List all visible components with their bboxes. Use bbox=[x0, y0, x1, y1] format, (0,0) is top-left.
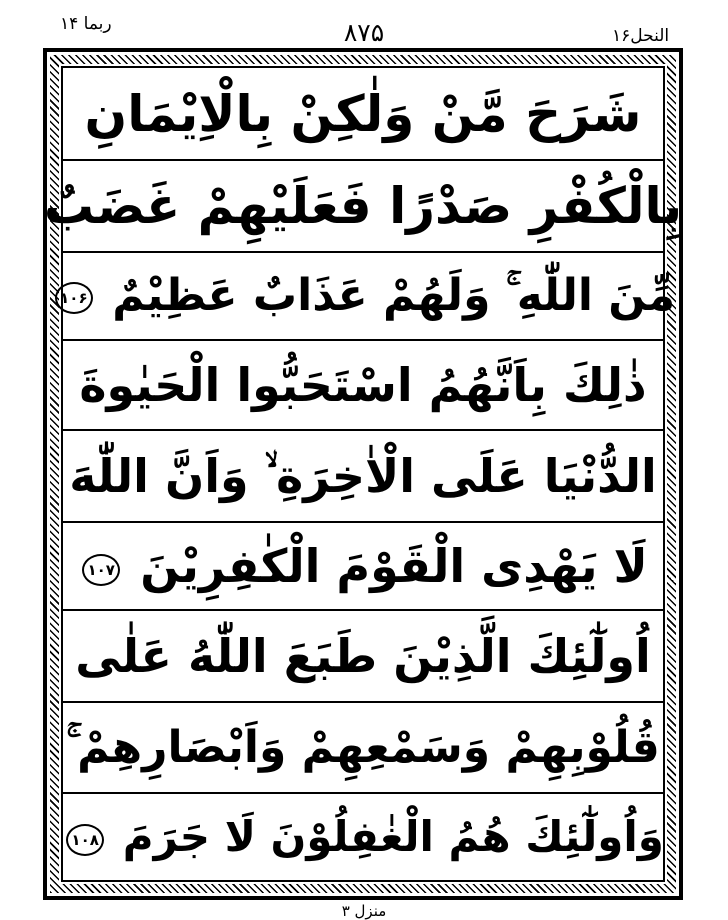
ayah-number-marker: ۱۰۸ bbox=[66, 824, 104, 856]
text-line-5 bbox=[63, 431, 663, 523]
text-line-4 bbox=[63, 341, 663, 431]
text-line-2 bbox=[43, 161, 683, 253]
line-text: بِالْكُفْرِ صَدْرًا فَعَلَيْهِمْ غَضَبٌ bbox=[43, 177, 683, 235]
verse-text: لَا يَهْدِى الْقَوْمَ الْكٰفِرِيْنَ bbox=[140, 539, 648, 593]
text-line-9 bbox=[63, 794, 663, 880]
manzil-footer: منزل ۳ bbox=[341, 902, 387, 920]
verse-text: مِّنَ اللّٰهِ ۚ وَلَهُمْ عَذَابٌ عَظِيْمٌ bbox=[112, 270, 676, 321]
line-text: شَرَحَ مَّنْ وَلٰكِنْ بِالْاِيْمَانِ bbox=[84, 84, 642, 143]
line-text: ذٰلِكَ بِاَنَّهُمُ اسْتَحَبُّوا الْحَيٰوةَ bbox=[79, 358, 647, 412]
verse-text: وَاُولٰٓئِكَ هُمُ الْغٰفِلُوْنَ لَا جَرَمَ bbox=[122, 812, 664, 861]
line-text bbox=[51, 270, 676, 321]
text-panel bbox=[43, 66, 683, 882]
line-text: اُولٰٓئِكَ الَّذِيْنَ طَبَعَ اللّٰهُ عَلٰى bbox=[75, 629, 651, 683]
page-number: ۸۷۵ bbox=[343, 18, 385, 47]
line-text bbox=[62, 812, 664, 861]
line-text: قُلُوْبِهِمْ وَسَمْعِهِمْ وَاَبْصَارِهِمْ ۚ bbox=[66, 721, 660, 773]
ayah-number-marker: ۱۰۷ bbox=[82, 554, 120, 586]
ayah-number-marker: ۱۰۶ bbox=[55, 282, 93, 314]
text-line-8 bbox=[63, 703, 663, 794]
line-text: الدُّنْيَا عَلَى الْاٰخِرَةِ ۙ وَاَنَّ اللّٰهَ bbox=[69, 449, 657, 503]
juz-name-header: ربما ۱۴ bbox=[60, 14, 112, 34]
line-text bbox=[78, 539, 648, 593]
text-line-1 bbox=[63, 68, 663, 161]
surah-name-header: النحل۱۶ bbox=[612, 26, 670, 46]
text-line-3 bbox=[60, 253, 676, 341]
text-line-7 bbox=[63, 611, 663, 703]
text-line-6 bbox=[63, 523, 663, 611]
